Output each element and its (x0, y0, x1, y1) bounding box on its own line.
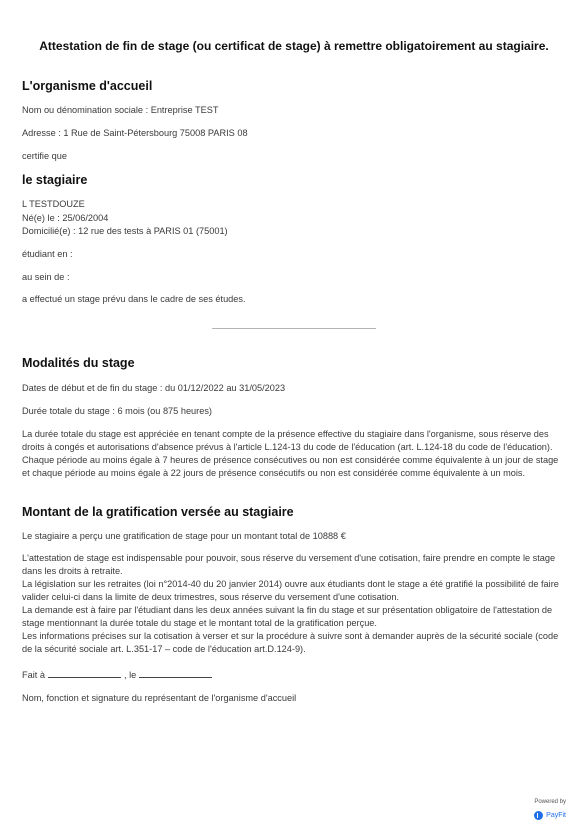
etudiant-en: étudiant en : (22, 249, 73, 259)
dates-stage: Dates de début et de fin du stage : du 01/12/2022 au 31/05/2023 (22, 383, 286, 393)
retraite-para-1: L'attestation de stage est indispensable pour pouvoir, sous réserve du versement d'une cotisation, faire prendre en compte le stage dans les droits à retraite. (22, 553, 556, 576)
date-label: , le (123, 670, 137, 680)
lieu-blank (48, 670, 121, 678)
payfit-brand: PayFit (546, 812, 566, 819)
signature-label: Nom, fonction et signature du représentant de l'organisme d'accueil (22, 693, 297, 703)
stagiaire-naissance: Né(e) le : 25/06/2004 (22, 213, 109, 223)
powered-by-label: Powered by (534, 799, 566, 805)
stage-effectue: a effectué un stage prévu dans le cadre de ses études. (22, 294, 246, 304)
stagiaire-domicile: Domicilié(e) : 12 rue des tests à PARIS 01 (75001) (22, 226, 228, 236)
duree-stage: Durée totale du stage : 6 mois (ou 875 heures) (22, 406, 212, 416)
duree-explication: La durée totale du stage est appréciée en tenant compte de la présence effective du stagiaire dans l'organisme, sous réserve des droits à congés et autorisations d'absence prévus à l'article L.124-13 du code de l'éducation (art. L.124-18 du code de l'éducation). Chaque période au moins égale à 7 heures de présence consécutives ou non est considérée comme équivalente à un jour de stage et chaque période au moins égale à 22 jours de présence consécutifs ou non est considérée comme équivalente à un mois. (22, 429, 559, 478)
retraite-info (22, 552, 568, 656)
retraite-para-3: La demande est à faire par l'étudiant dans les deux années suivant la fin du stage et sur présentation obligatoire de l'attestation de stage mentionnant la durée totale du stage et le montant total de la gratification perçue. (22, 605, 553, 628)
stagiaire-heading: le stagiaire (22, 173, 88, 187)
stagiaire-nom: L TESTDOUZE (22, 199, 85, 209)
gratification-heading: Montant de la gratification versée au stagiaire (22, 505, 294, 519)
document-title: Attestation de fin de stage (ou certificat de stage) à remettre obligatoirement au stagiaire. (39, 39, 549, 53)
powered-by-badge[interactable] (534, 799, 566, 825)
certifie-text: certifie que (22, 151, 67, 161)
organisme-nom: Nom ou dénomination sociale : Entreprise TEST (22, 105, 219, 115)
fait-a-label: Fait à (22, 670, 45, 680)
au-sein-de: au sein de : (22, 272, 70, 282)
organisme-adresse: Adresse : 1 Rue de Saint-Pétersbourg 75008 PARIS 08 (22, 128, 248, 138)
retraite-para-4: Les informations précises sur la cotisation à verser et sur la procédure à suivre sont à demander auprès de la sécurité sociale (code de la sécurité sociale art. L.351-17 – code de l'éducation art.D.124-9). (22, 631, 559, 654)
payfit-logo-icon (534, 811, 543, 820)
organisme-heading: L'organisme d'accueil (22, 79, 153, 93)
gratification-montant: Le stagiaire a perçu une gratification de stage pour un montant total de 10888 € (22, 531, 346, 541)
date-blank (139, 670, 212, 678)
payfit-logo (534, 811, 566, 820)
section-divider (212, 328, 376, 329)
fait-a-line (22, 669, 215, 682)
retraite-para-2: La législation sur les retraites (loi n°2014-40 du 20 janvier 2014) ouvre aux étudiants dont le stage a été gratifié la possibilité de faire valider celui-ci dans la limite de deux trimestres, sous réserve du versement d'une cotisation. (22, 579, 559, 602)
modalites-heading: Modalités du stage (22, 356, 135, 370)
